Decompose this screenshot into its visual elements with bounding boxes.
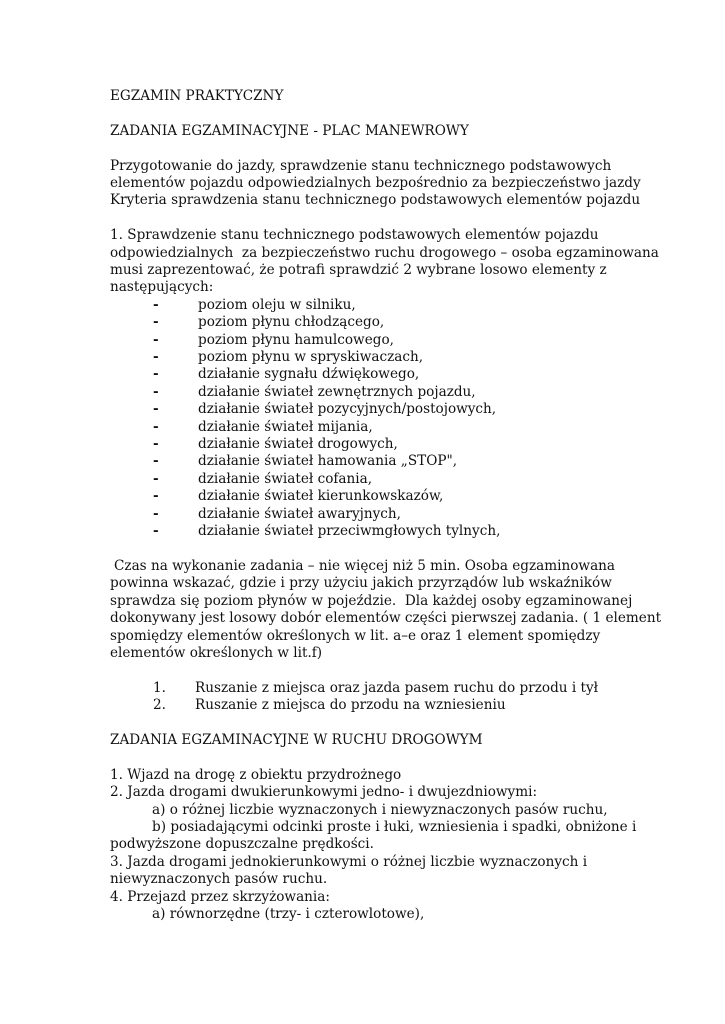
- road-subitem: a) równorzędne (trzy- i czterowlotowe),: [152, 905, 425, 922]
- list-item: [110, 384, 630, 401]
- spacer: [110, 140, 630, 157]
- intro-paragraph: [110, 157, 641, 210]
- list-item-text: poziom oleju w silniku,: [198, 296, 356, 313]
- road-subitem: a) o różnej liczbie wyznaczonych i niewyznaczonych pasów ruchu,: [152, 801, 608, 818]
- road-item: 2. Jazda drogami dwukierunkowymi jedno- i dwujezdniowymi:: [110, 784, 538, 801]
- bullet-marker: -: [153, 401, 159, 418]
- list-item-text: działanie świateł hamowania „STOP",: [198, 453, 458, 470]
- bullet-marker: -: [153, 349, 159, 366]
- task1-line: 1. Sprawdzenie stanu technicznego podstawowych elementów pojazdu: [110, 227, 599, 244]
- list-item: [110, 297, 630, 314]
- section-heading-road: ZADANIA EGZAMINACYJNE W RUCHU DROGOWYM: [110, 731, 483, 748]
- list-item: [110, 523, 630, 540]
- list-item: [110, 366, 630, 383]
- intro-line: Przygotowanie do jazdy, sprawdzenie stanu technicznego podstawowych: [110, 157, 612, 174]
- list-item: [110, 401, 630, 418]
- list-item-text: działanie świateł pozycyjnych/postojowych,: [198, 401, 497, 418]
- road-subitem: b) posiadającymi odcinki proste i łuki, wzniesienia i spadki, obniżone i: [152, 818, 637, 835]
- task1-paragraph: [110, 227, 659, 297]
- road-item: 4. Przejazd przez skrzyżowania:: [110, 888, 330, 905]
- bullet-marker: -: [153, 470, 159, 487]
- list-item-text: działanie świateł zewnętrznych pojazdu,: [198, 383, 476, 400]
- list-item: [110, 506, 630, 523]
- task1-line: następujących:: [110, 279, 214, 296]
- bullet-marker: -: [153, 296, 159, 313]
- list-item-text: działanie świateł kierunkowskazów,: [198, 488, 444, 505]
- section-heading-plac: ZADANIA EGZAMINACYJNE - PLAC MANEWROWY: [110, 122, 469, 139]
- list-item: [110, 349, 630, 366]
- list-item: [110, 332, 630, 349]
- time-note-continued: [110, 575, 662, 662]
- list-item-text: poziom płynu hamulcowego,: [198, 331, 394, 348]
- document-body: [110, 88, 662, 923]
- bullet-marker: -: [153, 523, 159, 540]
- list-item: [110, 453, 630, 470]
- list-item-text: działanie sygnału dźwiękowego,: [198, 366, 420, 383]
- list-number: 2.: [153, 697, 166, 714]
- time-note-line: elementów określonych w lit.f): [110, 644, 323, 661]
- list-item: [110, 488, 630, 505]
- time-note-line: Czas na wykonanie zadania – nie więcej niż 5 min. Osoba egzaminowana: [114, 557, 616, 574]
- list-item-text: poziom płynu w spryskiwaczach,: [198, 349, 424, 366]
- bullet-marker: -: [153, 436, 159, 453]
- bullet-marker: -: [153, 505, 159, 522]
- road-item: 3. Jazda drogami jednokierunkowymi o różnej liczbie wyznaczonych i: [110, 853, 588, 870]
- list-item: [110, 419, 630, 436]
- list-item: [110, 436, 630, 453]
- spacer: [110, 541, 630, 558]
- time-note-line: sprawdza się poziom płynów w pojeździe. Dla każdej osoby egzaminowanej: [110, 592, 633, 609]
- task1-line: odpowiedzialnych za bezpieczeństwo ruchu drogowego – osoba egzaminowana: [110, 244, 659, 261]
- bullet-marker: -: [153, 453, 159, 470]
- time-note-paragraph: [110, 558, 630, 575]
- list-item-text: działanie świateł mijania,: [198, 418, 373, 435]
- intro-line: Kryteria sprawdzenia stanu technicznego podstawowych elementów pojazdu: [110, 192, 641, 209]
- page-title: EGZAMIN PRAKTYCZNY: [110, 88, 284, 104]
- bullet-marker: -: [153, 418, 159, 435]
- list-item: [110, 697, 630, 714]
- list-item: [110, 471, 630, 488]
- spacer: [110, 662, 630, 679]
- bullet-marker: -: [153, 383, 159, 400]
- road-tasks: [110, 766, 637, 924]
- spacer: [110, 749, 630, 766]
- list-item-text: poziom płynu chłodzącego,: [198, 314, 385, 331]
- list-item-text: Ruszanie z miejsca oraz jazda pasem ruchu do przodu i tył: [195, 679, 599, 696]
- maneuver-list: [110, 680, 630, 715]
- list-item: [110, 314, 630, 331]
- list-item-text: działanie świateł przeciwmgłowych tylnych,: [198, 523, 501, 540]
- time-note-line: spomiędzy elementów określonych w lit. a–e oraz 1 element spomiędzy: [110, 627, 601, 644]
- spacer: [110, 210, 630, 227]
- road-item: 1. Wjazd na drogę z obiektu przydrożnego: [110, 766, 402, 783]
- list-item-text: działanie świateł drogowych,: [198, 436, 398, 453]
- bullet-marker: -: [153, 488, 159, 505]
- spacer: [110, 715, 630, 732]
- list-item-text: działanie świateł awaryjnych,: [198, 505, 401, 522]
- list-item-text: działanie świateł cofania,: [198, 470, 373, 487]
- task1-line: musi zaprezentować, że potrafi sprawdzić 2 wybrane losowo elementy z: [110, 262, 607, 279]
- bullet-marker: -: [153, 366, 159, 383]
- spacer: [110, 105, 630, 122]
- list-item: [110, 680, 630, 697]
- bullet-marker: -: [153, 331, 159, 348]
- road-subitem-continued: podwyższone dopuszczalne prędkości.: [110, 836, 374, 853]
- road-item-continued: niewyznaczonych pasów ruchu.: [110, 871, 328, 888]
- bullet-marker: -: [153, 314, 159, 331]
- time-note-line: powinna wskazać, gdzie i przy użyciu jakich przyrządów lub wskaźników: [110, 575, 612, 592]
- check-elements-list: [110, 297, 630, 541]
- list-item-text: Ruszanie z miejsca do przodu na wzniesieniu: [195, 697, 506, 714]
- time-note-line: dokonywany jest losowy dobór elementów części pierwszej zadania. ( 1 element: [110, 610, 662, 627]
- list-number: 1.: [153, 679, 166, 696]
- intro-line: elementów pojazdu odpowiedzialnych bezpośrednio za bezpieczeństwo jazdy: [110, 175, 641, 191]
